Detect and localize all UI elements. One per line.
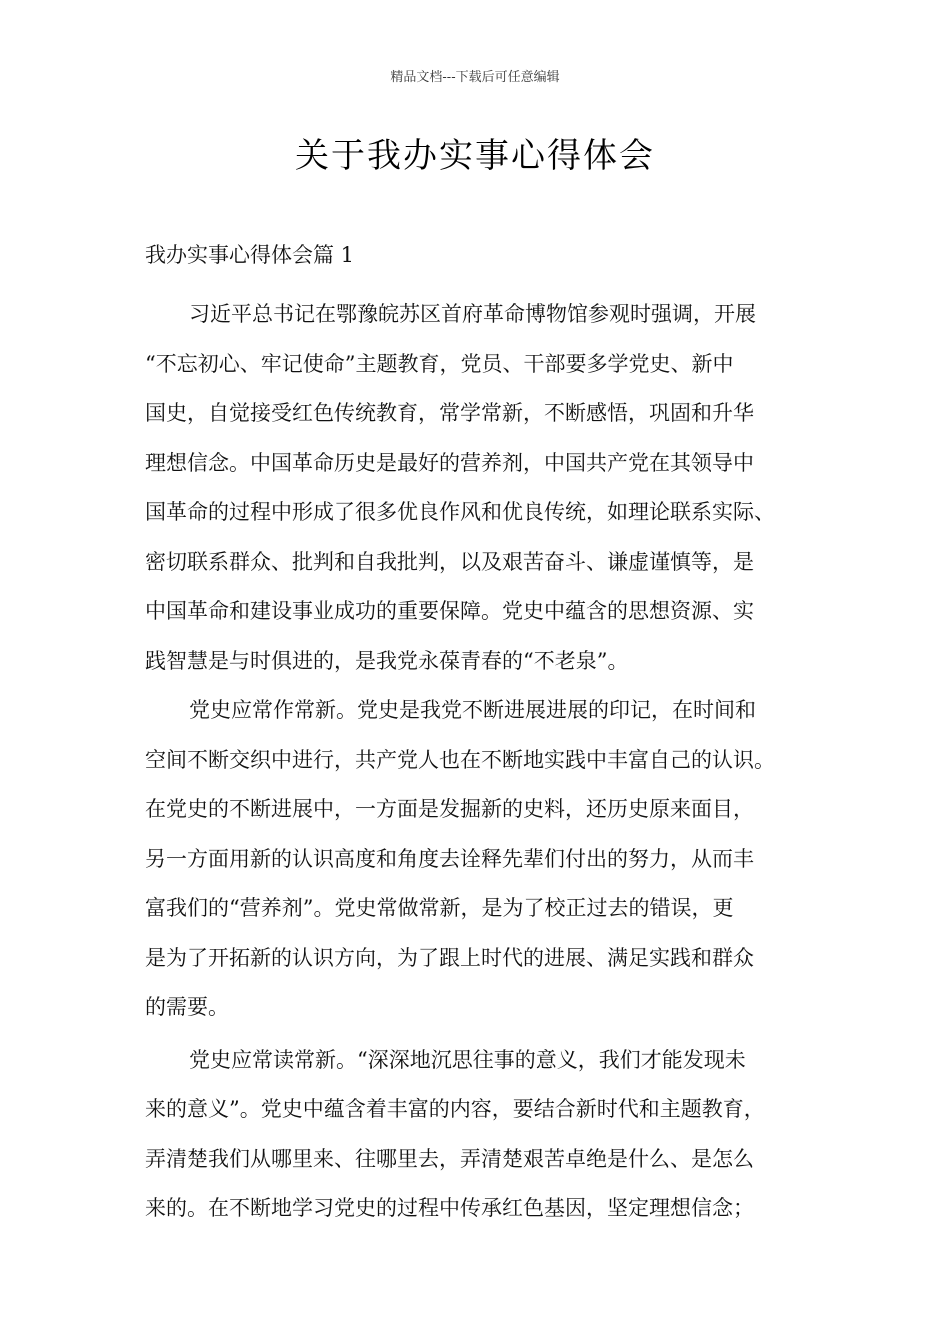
paragraph-line: 空间不断交织中进行，共产党人也在不断地实践中丰富自己的认识。 [145, 747, 775, 772]
paragraph-line: 来的。在不断地学习党史的过程中传承红色基因，坚定理想信念； [145, 1196, 754, 1220]
paragraph-line: 国革命的过程中形成了很多优良作风和优良传统，如理论联系实际、 [145, 500, 775, 524]
document-title: 关于我办实事心得体会 [295, 136, 655, 176]
section-heading: 我办实事心得体会篇 1 [145, 243, 355, 267]
paragraph-line: 党史应常作常新。党史是我党不断进展进展的印记，在时间和 [189, 698, 756, 722]
paragraph-line: 理想信念。中国革命历史是最好的营养剂，中国共产党在其领导中 [145, 450, 754, 475]
paragraph-line: 富我们的“营养剂”。党史常做常新，是为了校正过去的错误，更 [145, 896, 734, 920]
paragraph-line: 党史应常读常新。“深深地沉思往事的意义，我们才能发现未 [189, 1047, 746, 1072]
paragraph-1 [145, 290, 825, 686]
header-note: 精品文档---下载后可任意编辑 [390, 70, 560, 85]
paragraph-line: 国史，自觉接受红色传统教育，常学常新，不断感悟，巩固和升华 [145, 401, 754, 425]
paragraph-line: 另一方面用新的认识高度和角度去诠释先辈们付出的努力，从而丰 [145, 846, 754, 871]
paragraph-line: “不忘初心、牢记使命”主题教育，党员、干部要多学党史、新中 [145, 351, 734, 376]
paragraph-2 [145, 686, 825, 1033]
paragraph-line: 习近平总书记在鄂豫皖苏区首府革命博物馆参观时强调，开展 [189, 302, 756, 326]
paragraph-line: 弄清楚我们从哪里来、往哪里去，弄清楚艰苦卓绝是什么、是怎么 [145, 1146, 754, 1171]
paragraph-line: 是为了开拓新的认识方向，为了跟上时代的进展、满足实践和群众 [145, 945, 754, 970]
paragraph-line: 践智慧是与时俱进的，是我党永葆青春的“不老泉”。 [145, 648, 629, 673]
document-body [145, 230, 825, 1234]
paragraph-line: 来的意义”。党史中蕴含着丰富的内容，要结合新时代和主题教育， [145, 1097, 765, 1121]
paragraph-3 [145, 1036, 825, 1234]
paragraph-line: 密切联系群众、批判和自我批判，以及艰苦奋斗、谦虚谨慎等，是 [145, 549, 754, 574]
paragraph-line: 中国革命和建设事业成功的重要保障。党史中蕴含的思想资源、实 [145, 599, 754, 623]
paragraph-line: 在党史的不断进展中，一方面是发掘新的史料，还历史原来面目， [145, 797, 754, 821]
paragraph-line: 的需要。 [145, 995, 229, 1019]
